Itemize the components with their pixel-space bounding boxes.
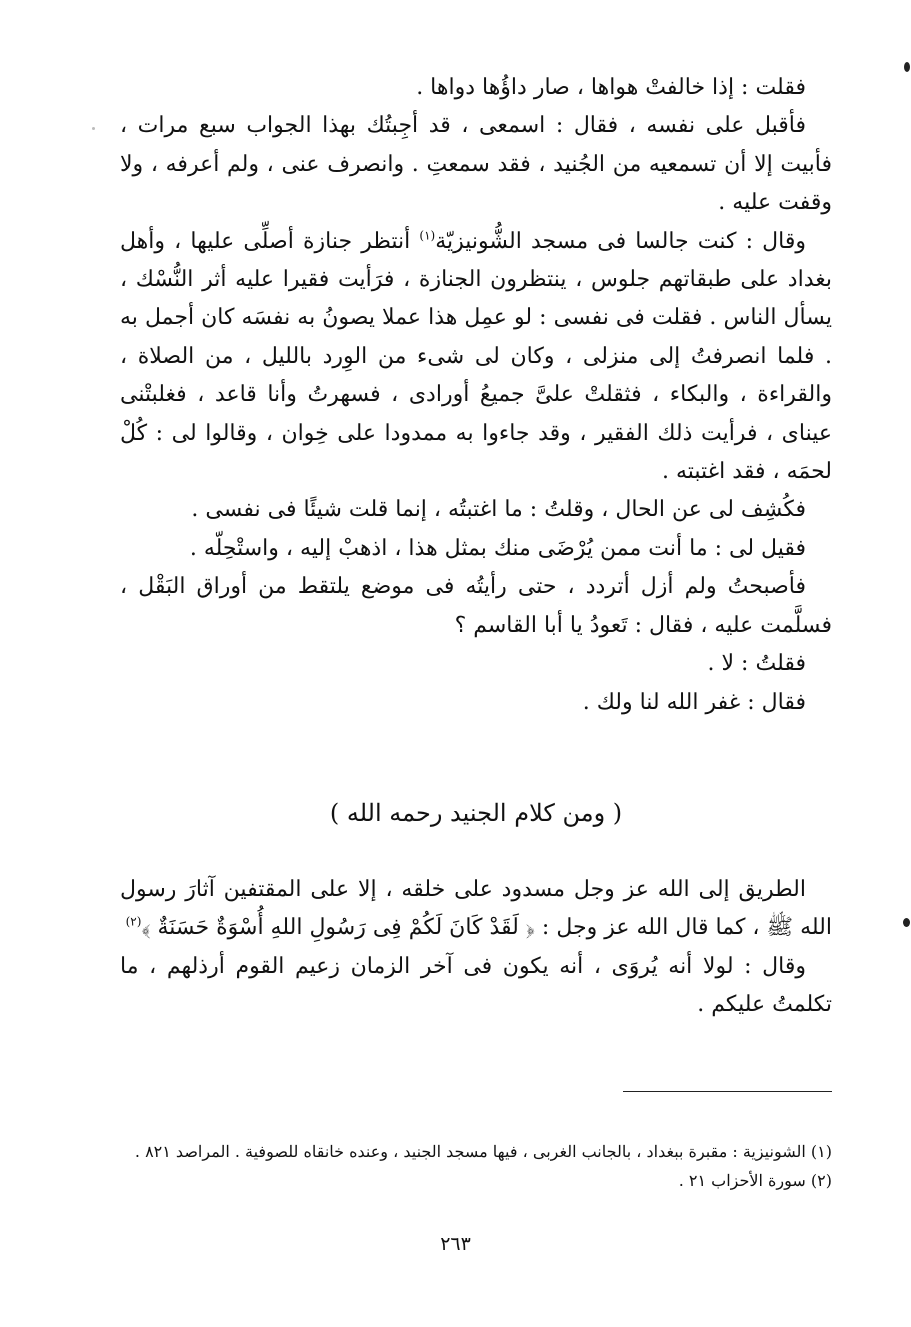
paragraph-9-text: الطريق إلى الله عز وجل مسدود على خلقه ، إلا على المقتفين آثارَ رسول الله ﷺ ، كما قال الله عز وجل : ﴿ لَقَدْ كَانَ لَكُمْ فِى رَسُولِ اللهِ أُسْوَةٌ حَسَنَةٌ ﴾ [120,877,832,941]
paragraph-3-rest: أنتظر جنازة أصلِّى عليها ، وأهل بغداد على طبقاتهم جلوس ، ينتظرون الجنازة ، فرَأيت فقيرا عليه أثر النُّسْك ، يسأل الناس . فقلت فى نفسى : لو عمِل هذا عملا يصونُ به نفسَه كان أجمل به . فلما انصرفتُ إلى منزلى ، وكان لى شىء من الوِرد بالليل ، من الصلاة ، والقراءة ، والبكاء ، فثقلتْ علىَّ جميعُ أورادى ، فسهرتُ وأنا قاعد ، فغلبتْنى عيناى ، فرأيت ذلك الفقير ، وقد جاءوا به ممدودا على خِوان ، وقالوا لى : كُلْ لحمَه ، فقد اغتبته . [120,228,832,485]
margin-speck [92,127,95,130]
paragraph-4: فكُشِف لى عن الحال ، وقلتُ : ما اغتبتُه ، إنما قلت شيئًا فى نفسى . [191,497,806,523]
margin-ink-mark-2 [903,918,910,927]
paragraph-8: فقال : غفر الله لنا ولك . [582,689,806,715]
section-heading: ( ومن كلام الجنيد رحمه الله ) [329,799,623,827]
paragraph-5: فقيل لى : ما أنت ممن يُرْضَى منك بمثل هذا ، اذهبْ إليه ، واستْحِلّه . [189,535,806,561]
main-text-bottom [120,871,832,1025]
paragraph-2: فأقبل على نفسه ، فقال : اسمعى ، قد أجِبتُك بهذا الجواب سبع مرات ، فأبيت إلا أن تسمعيه من الجُنيد ، فقد سمعتِ . وانصرف عنى ، ولم أعرفه ، ولا وقفت عليه . [120,113,832,216]
paragraph-3 [120,223,832,492]
footnote-ref-2: (٢) [125,915,142,930]
paragraph-10: وقال : لولا أنه يُروَى ، أنه يكون فى آخر الزمان زعيم القوم أرذلهم ، ما تكلمتُ عليكم . [120,953,832,1018]
paragraph-3-start: وقال : كنت جالسا فى مسجد الشُّونيزيّة [435,228,807,254]
paragraph-9 [120,871,832,948]
paragraph-7: فقلتُ : لا . [707,651,806,677]
paragraph-1: فقلت : إذا خالفتْ هواها ، صار داؤُها دواها . [416,75,806,100]
margin-ink-mark [904,62,910,72]
paragraph-6: فأصبحتُ ولم أزل أتردد ، حتى رأيتُه فى موضع يلتقط من أوراق البَقْل ، فسلَّمت عليه ، فقال : تَعودُ يا أبا القاسم ؟ [120,574,832,638]
main-text-top [120,69,832,722]
footnote-2: (٢) سورة الأحزاب ٢١ . [678,1171,832,1190]
footnote-ref-1: (١) [419,228,436,243]
page-number: ٢٦٣ [440,1233,471,1255]
footnote-divider [623,1091,832,1092]
footnote-1: (١) الشونيزية : مقبرة ببغداد ، بالجانب الغربى ، فيها مسجد الجنيد ، وعنده خانقاه للصوفية . المراصد ٨٢١ . [134,1142,832,1161]
footnotes [120,1137,832,1195]
